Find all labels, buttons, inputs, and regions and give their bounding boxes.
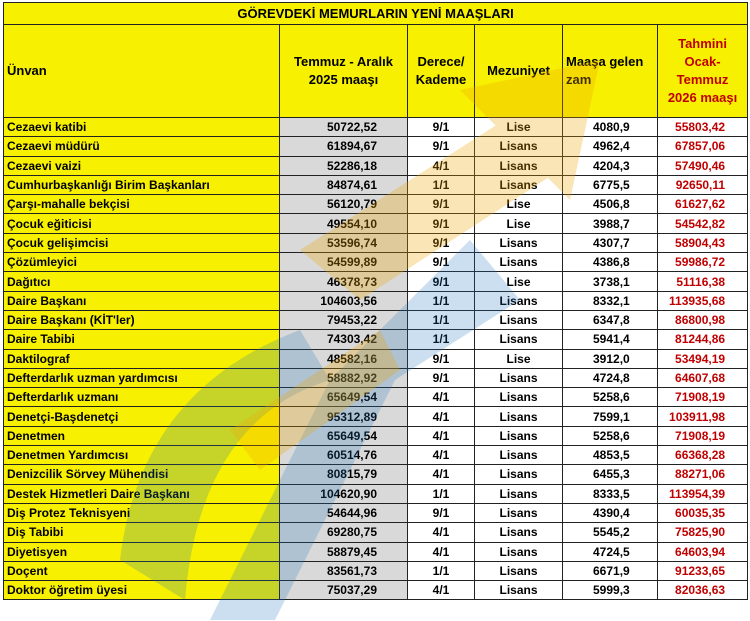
cell-zam: 5258,6 [563,426,658,445]
cell-unvan: Denetçi-Başdenetçi [4,407,280,426]
cell-zam: 4390,4 [563,503,658,522]
table-row [4,233,748,252]
cell-derece-kademe: 9/1 [408,137,475,156]
cell-mezuniyet: Lisans [475,407,563,426]
table-row [4,407,748,426]
cell-tahmini-2026: 64607,68 [658,368,748,387]
cell-maas-2025: 69280,75 [280,523,408,542]
cell-zam: 4853,5 [563,446,658,465]
cell-mezuniyet: Lise [475,349,563,368]
cell-tahmini-2026: 113954,39 [658,484,748,503]
cell-maas-2025: 48582,16 [280,349,408,368]
cell-derece-kademe: 4/1 [408,388,475,407]
table-row [4,388,748,407]
cell-zam: 6671,9 [563,561,658,580]
cell-zam: 6455,3 [563,465,658,484]
cell-derece-kademe: 9/1 [408,233,475,252]
table-row [4,156,748,175]
cell-tahmini-2026: 92650,11 [658,175,748,194]
cell-maas-2025: 49554,10 [280,214,408,233]
table-row [4,175,748,194]
cell-tahmini-2026: 53494,19 [658,349,748,368]
cell-unvan: Defterdarlık uzmanı [4,388,280,407]
table-row [4,195,748,214]
cell-unvan: Cezaevi müdürü [4,137,280,156]
cell-zam: 3738,1 [563,272,658,291]
cell-zam: 6347,8 [563,310,658,329]
cell-tahmini-2026: 82036,63 [658,581,748,600]
cell-unvan: Çarşı-mahalle bekçisi [4,195,280,214]
cell-derece-kademe: 9/1 [408,214,475,233]
cell-mezuniyet: Lisans [475,137,563,156]
cell-maas-2025: 61894,67 [280,137,408,156]
cell-mezuniyet: Lise [475,195,563,214]
table-row [4,581,748,600]
header-derece-kademe: Derece/ Kademe [408,25,475,118]
cell-zam: 5258,6 [563,388,658,407]
cell-maas-2025: 104620,90 [280,484,408,503]
cell-tahmini-2026: 60035,35 [658,503,748,522]
cell-zam: 4962,4 [563,137,658,156]
cell-mezuniyet: Lisans [475,581,563,600]
cell-maas-2025: 75037,29 [280,581,408,600]
cell-zam: 8332,1 [563,291,658,310]
cell-derece-kademe: 4/1 [408,446,475,465]
cell-tahmini-2026: 71908,19 [658,388,748,407]
cell-derece-kademe: 1/1 [408,330,475,349]
cell-mezuniyet: Lisans [475,175,563,194]
cell-zam: 4724,5 [563,542,658,561]
table-row [4,310,748,329]
salary-table-container [3,2,747,600]
title-row [4,3,748,25]
cell-unvan: Çocuk gelişimcisi [4,233,280,252]
cell-zam: 4307,7 [563,233,658,252]
cell-maas-2025: 74303,42 [280,330,408,349]
cell-tahmini-2026: 67857,06 [658,137,748,156]
cell-maas-2025: 80815,79 [280,465,408,484]
table-row [4,330,748,349]
table-row [4,291,748,310]
cell-derece-kademe: 1/1 [408,484,475,503]
cell-zam: 4080,9 [563,118,658,137]
cell-mezuniyet: Lise [475,272,563,291]
table-row [4,137,748,156]
cell-mezuniyet: Lisans [475,446,563,465]
header-tahmini-2026: Tahmini Ocak-Temmuz 2026 maaşı [658,25,748,118]
cell-unvan: Doçent [4,561,280,580]
cell-unvan: Defterdarlık uzman yardımcısı [4,368,280,387]
cell-unvan: Çözümleyici [4,253,280,272]
cell-unvan: Diş Protez Teknisyeni [4,503,280,522]
header-zam: Maaşa gelen zam [563,25,658,118]
table-row [4,272,748,291]
cell-derece-kademe: 1/1 [408,561,475,580]
cell-tahmini-2026: 103911,98 [658,407,748,426]
cell-derece-kademe: 1/1 [408,175,475,194]
cell-maas-2025: 54599,89 [280,253,408,272]
cell-derece-kademe: 1/1 [408,310,475,329]
cell-maas-2025: 65649,54 [280,426,408,445]
table-row [4,426,748,445]
cell-zam: 5545,2 [563,523,658,542]
cell-maas-2025: 58879,45 [280,542,408,561]
header-maas-2025: Temmuz - Aralık 2025 maaşı [280,25,408,118]
cell-tahmini-2026: 55803,42 [658,118,748,137]
cell-zam: 8333,5 [563,484,658,503]
cell-tahmini-2026: 88271,06 [658,465,748,484]
cell-derece-kademe: 4/1 [408,426,475,445]
cell-zam: 5999,3 [563,581,658,600]
cell-tahmini-2026: 51116,38 [658,272,748,291]
cell-tahmini-2026: 58904,43 [658,233,748,252]
cell-derece-kademe: 9/1 [408,253,475,272]
table-row [4,446,748,465]
table-row [4,542,748,561]
cell-maas-2025: 65649,54 [280,388,408,407]
cell-maas-2025: 95312,89 [280,407,408,426]
cell-maas-2025: 52286,18 [280,156,408,175]
cell-mezuniyet: Lisans [475,330,563,349]
cell-mezuniyet: Lisans [475,156,563,175]
cell-maas-2025: 79453,22 [280,310,408,329]
cell-derece-kademe: 4/1 [408,465,475,484]
cell-unvan: Çocuk eğiticisi [4,214,280,233]
cell-zam: 5941,4 [563,330,658,349]
cell-tahmini-2026: 64603,94 [658,542,748,561]
cell-mezuniyet: Lise [475,118,563,137]
cell-maas-2025: 50722,52 [280,118,408,137]
table-title: GÖREVDEKİ MEMURLARIN YENİ MAAŞLARI [4,3,748,25]
cell-zam: 4386,8 [563,253,658,272]
table-row [4,561,748,580]
cell-derece-kademe: 9/1 [408,368,475,387]
cell-tahmini-2026: 54542,82 [658,214,748,233]
cell-unvan: Diyetisyen [4,542,280,561]
cell-maas-2025: 46378,73 [280,272,408,291]
cell-derece-kademe: 4/1 [408,523,475,542]
cell-tahmini-2026: 91233,65 [658,561,748,580]
cell-maas-2025: 60514,76 [280,446,408,465]
cell-derece-kademe: 9/1 [408,118,475,137]
cell-tahmini-2026: 59986,72 [658,253,748,272]
cell-maas-2025: 83561,73 [280,561,408,580]
table-row [4,484,748,503]
cell-zam: 6775,5 [563,175,658,194]
salary-table [3,2,748,600]
cell-zam: 4724,8 [563,368,658,387]
table-row [4,368,748,387]
cell-unvan: Doktor öğretim üyesi [4,581,280,600]
cell-tahmini-2026: 113935,68 [658,291,748,310]
cell-tahmini-2026: 66368,28 [658,446,748,465]
cell-unvan: Daire Başkanı [4,291,280,310]
table-row [4,523,748,542]
cell-unvan: Daire Tabibi [4,330,280,349]
cell-unvan: Cumhurbaşkanlığı Birim Başkanları [4,175,280,194]
cell-unvan: Cezaevi katibi [4,118,280,137]
cell-maas-2025: 56120,79 [280,195,408,214]
table-row [4,118,748,137]
table-body [4,118,748,600]
cell-mezuniyet: Lisans [475,388,563,407]
cell-zam: 4204,3 [563,156,658,175]
table-row [4,503,748,522]
cell-tahmini-2026: 75825,90 [658,523,748,542]
cell-mezuniyet: Lisans [475,484,563,503]
header-unvan: Ünvan [4,25,280,118]
cell-unvan: Denizcilik Sörvey Mühendisi [4,465,280,484]
cell-derece-kademe: 4/1 [408,581,475,600]
cell-mezuniyet: Lisans [475,291,563,310]
cell-unvan: Daktilograf [4,349,280,368]
table-row [4,214,748,233]
cell-derece-kademe: 9/1 [408,195,475,214]
cell-maas-2025: 58882,92 [280,368,408,387]
cell-mezuniyet: Lisans [475,310,563,329]
cell-mezuniyet: Lise [475,214,563,233]
cell-unvan: Dağıtıcı [4,272,280,291]
cell-tahmini-2026: 71908,19 [658,426,748,445]
table-row [4,465,748,484]
cell-mezuniyet: Lisans [475,561,563,580]
cell-unvan: Denetmen Yardımcısı [4,446,280,465]
cell-derece-kademe: 9/1 [408,349,475,368]
cell-unvan: Daire Başkanı (KİT'ler) [4,310,280,329]
cell-tahmini-2026: 57490,46 [658,156,748,175]
cell-derece-kademe: 4/1 [408,407,475,426]
cell-zam: 3912,0 [563,349,658,368]
cell-mezuniyet: Lisans [475,465,563,484]
cell-derece-kademe: 9/1 [408,503,475,522]
cell-mezuniyet: Lisans [475,426,563,445]
header-mezuniyet: Mezuniyet [475,25,563,118]
cell-tahmini-2026: 81244,86 [658,330,748,349]
cell-tahmini-2026: 86800,98 [658,310,748,329]
table-row [4,349,748,368]
cell-unvan: Cezaevi vaizi [4,156,280,175]
header-row [4,25,748,118]
cell-zam: 3988,7 [563,214,658,233]
cell-mezuniyet: Lisans [475,253,563,272]
cell-mezuniyet: Lisans [475,503,563,522]
cell-unvan: Diş Tabibi [4,523,280,542]
cell-mezuniyet: Lisans [475,233,563,252]
cell-mezuniyet: Lisans [475,523,563,542]
cell-derece-kademe: 1/1 [408,291,475,310]
cell-derece-kademe: 4/1 [408,156,475,175]
cell-zam: 7599,1 [563,407,658,426]
cell-mezuniyet: Lisans [475,368,563,387]
cell-zam: 4506,8 [563,195,658,214]
cell-maas-2025: 53596,74 [280,233,408,252]
cell-derece-kademe: 4/1 [408,542,475,561]
table-row [4,253,748,272]
cell-maas-2025: 104603,56 [280,291,408,310]
cell-unvan: Destek Hizmetleri Daire Başkanı [4,484,280,503]
cell-unvan: Denetmen [4,426,280,445]
cell-mezuniyet: Lisans [475,542,563,561]
cell-derece-kademe: 9/1 [408,272,475,291]
cell-tahmini-2026: 61627,62 [658,195,748,214]
cell-maas-2025: 54644,96 [280,503,408,522]
cell-maas-2025: 84874,61 [280,175,408,194]
